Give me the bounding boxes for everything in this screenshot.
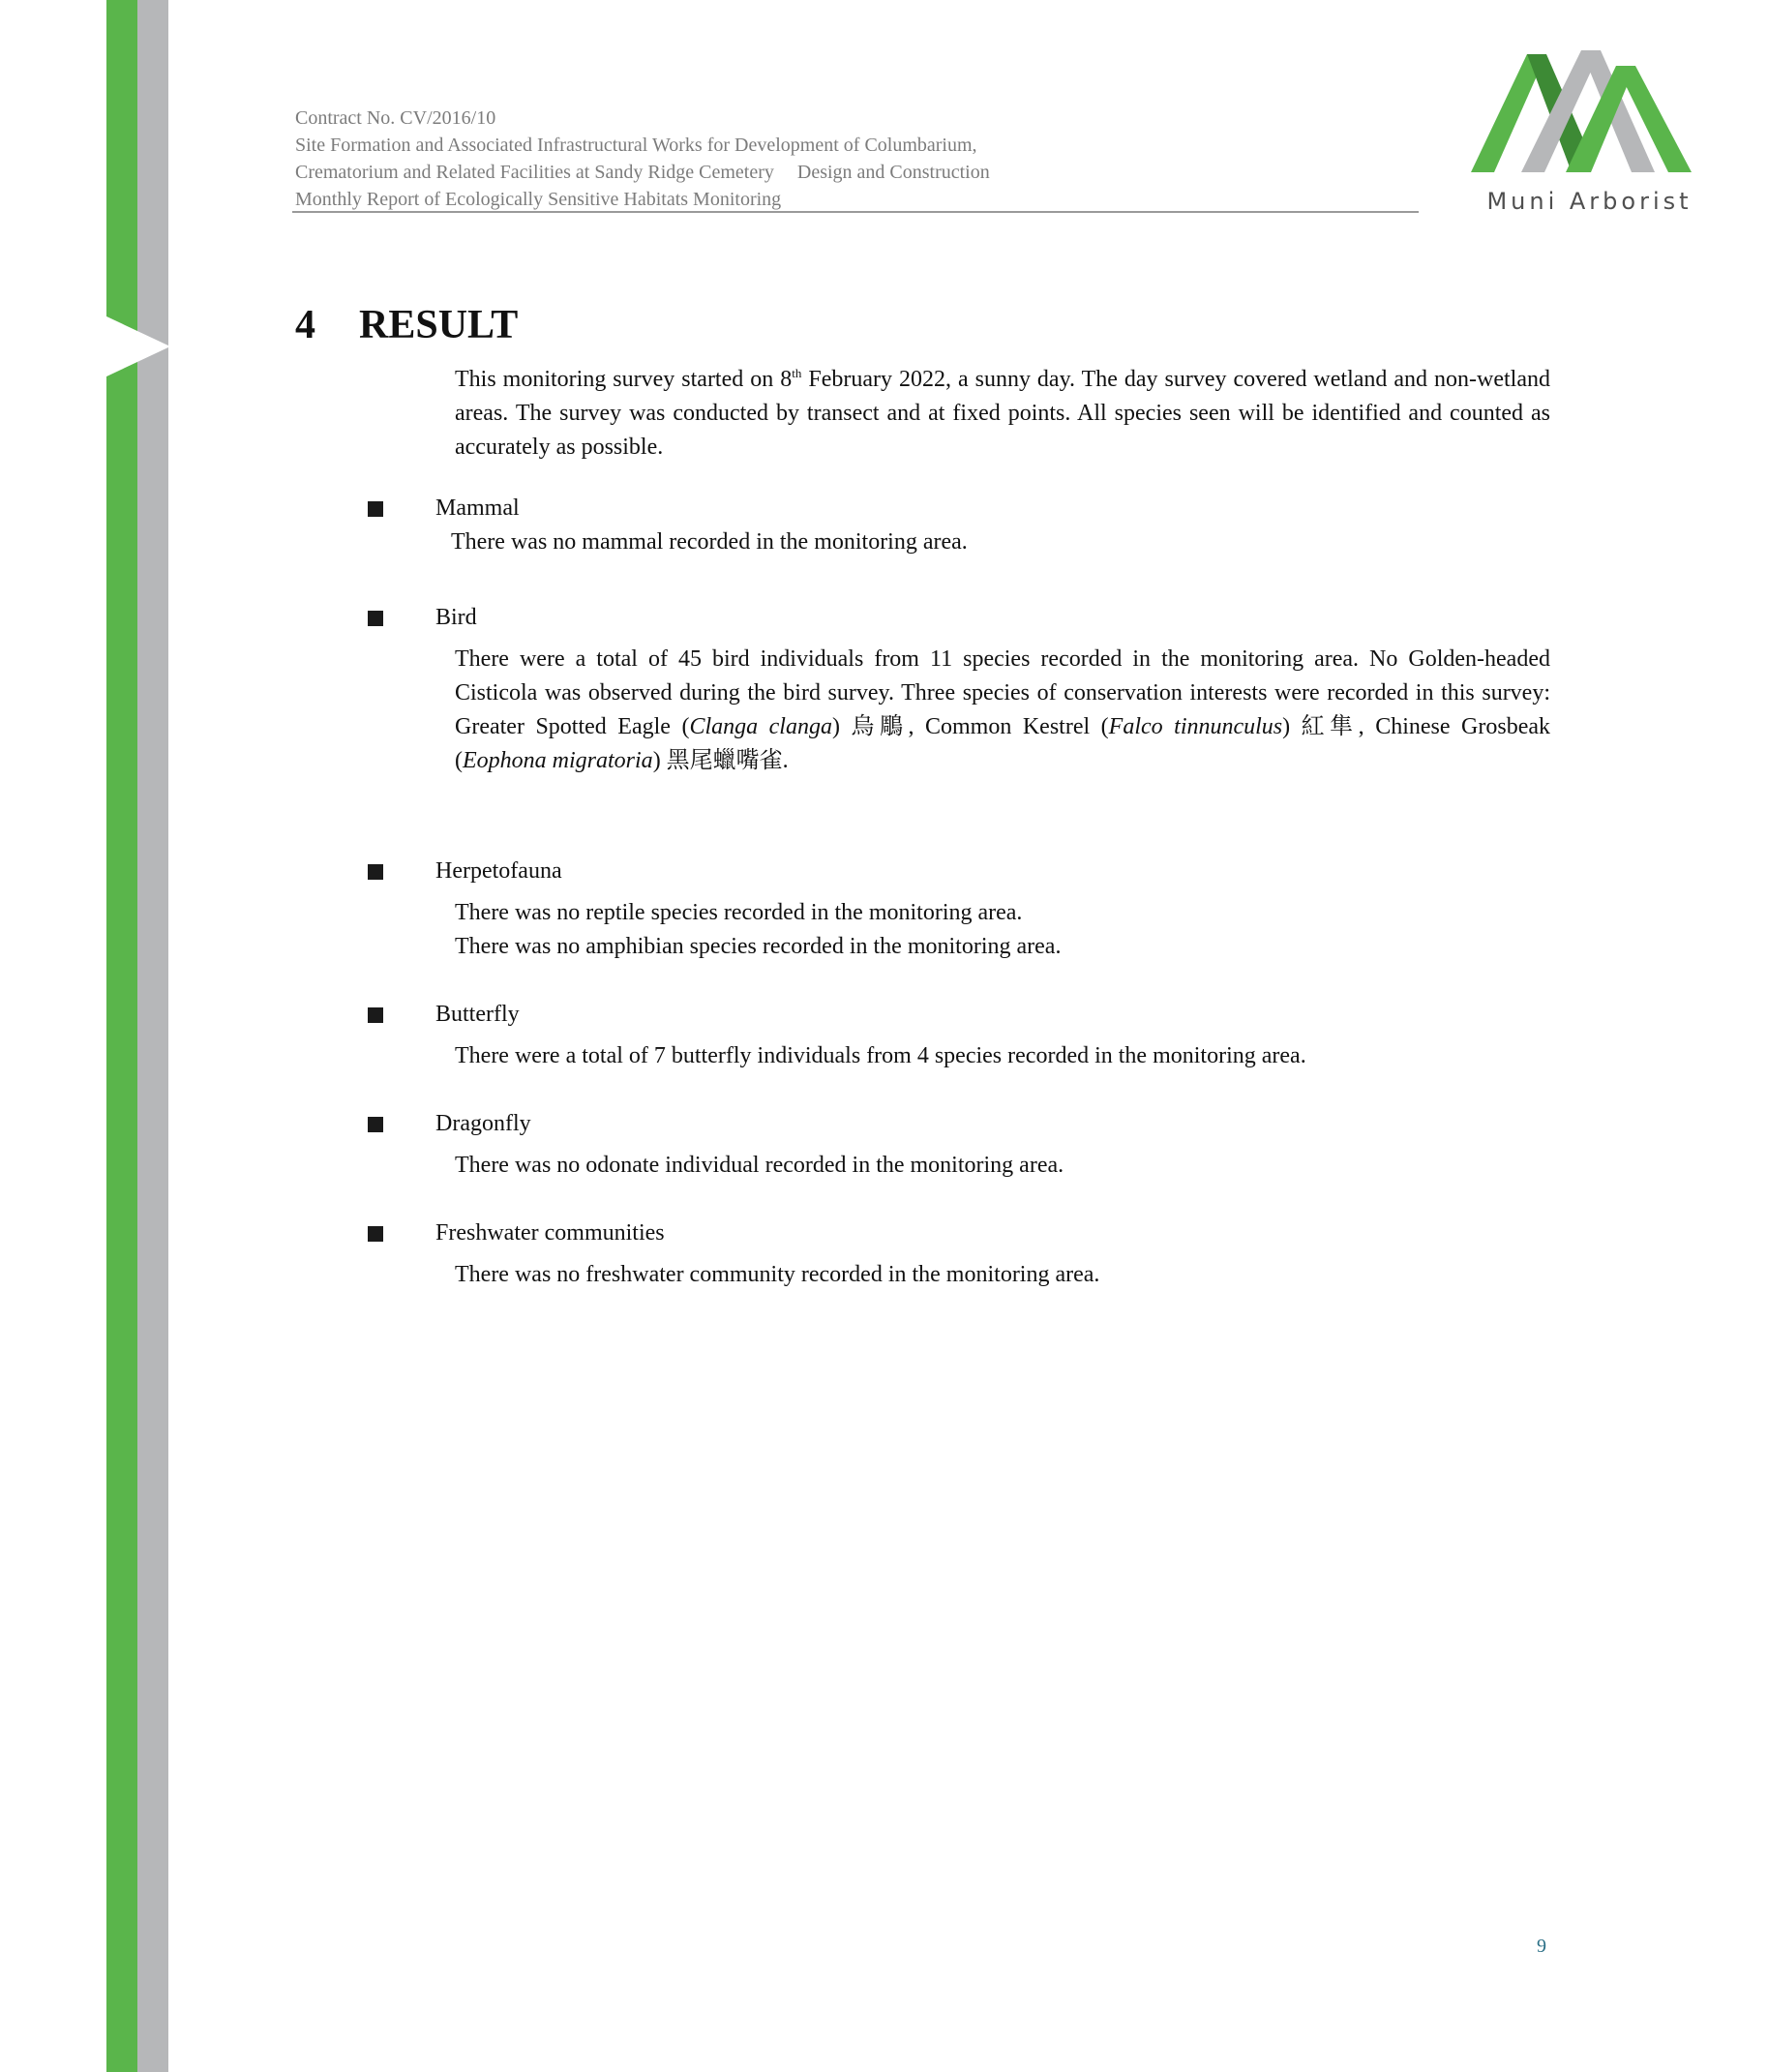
document-header bbox=[295, 105, 1418, 213]
header-report-title: Monthly Report of Ecologically Sensitive Habitats Monitoring bbox=[295, 189, 782, 210]
header-divider bbox=[292, 211, 1419, 213]
section-title: RESULT bbox=[359, 303, 519, 347]
intro-text-2: February 2022, a sunny day. The day survey covered wetland and non-wetland areas. The survey was conducted by transect and at fixed points. All species seen will be identified and counted as accurately as possible. bbox=[455, 367, 1550, 460]
left-gray-stripe bbox=[137, 0, 168, 2072]
bullet-mammal bbox=[368, 501, 383, 517]
header-project-line-2 bbox=[295, 159, 1418, 186]
bullet-bird bbox=[368, 611, 383, 626]
bullet-herpetofauna bbox=[368, 864, 383, 880]
bird-text-1: There were a total of 45 bird individuals from 11 species recorded in the monitoring area. No Golden-headed Cisticola was observed during the bird survey. Three species of conservation interests were recorded in this survey: Greater Spotted Eagle ( bbox=[455, 646, 1550, 739]
bird-species-1: Clanga clanga bbox=[689, 714, 832, 739]
subheading-bird: Bird bbox=[435, 605, 477, 630]
bird-paragraph bbox=[455, 643, 1550, 778]
bullet-dragonfly bbox=[368, 1117, 383, 1132]
intro-text-1: This monitoring survey started on 8 bbox=[455, 367, 793, 392]
mammal-text: There was no mammal recorded in the monitoring area. bbox=[451, 529, 968, 555]
left-green-stripe bbox=[106, 0, 137, 2072]
bird-species-3: Eophona migratoria bbox=[463, 748, 653, 773]
company-logo bbox=[1471, 46, 1708, 221]
intro-paragraph bbox=[455, 356, 1550, 465]
stripe-notch-arrow bbox=[105, 315, 170, 377]
butterfly-text: There were a total of 7 butterfly individuals from 4 species recorded in the monitoring area. bbox=[455, 1043, 1306, 1068]
bird-text-2: ) 烏鵰, Common Kestrel ( bbox=[831, 714, 1109, 739]
header-design-construction: Design and Construction bbox=[796, 162, 990, 183]
section-number: 4 bbox=[295, 303, 315, 347]
subheading-butterfly: Butterfly bbox=[435, 1002, 520, 1027]
intro-superscript: th bbox=[792, 366, 802, 380]
header-project-line-1: Site Formation and Associated Infrastructural Works for Development of Columbarium, bbox=[295, 135, 977, 156]
section-heading bbox=[295, 302, 518, 348]
header-project-line-2-text: Crematorium and Related Facilities at Sandy Ridge Cemetery bbox=[295, 162, 774, 183]
subheading-freshwater: Freshwater communities bbox=[435, 1220, 665, 1246]
bird-text-3: ) 紅隼, Chinese Grosbeak ( bbox=[455, 714, 1550, 773]
herpetofauna-text-2: There was no amphibian species recorded in the monitoring area. bbox=[455, 934, 1062, 959]
page-number: 9 bbox=[1537, 1936, 1546, 1957]
bullet-freshwater bbox=[368, 1226, 383, 1242]
subheading-dragonfly: Dragonfly bbox=[435, 1111, 531, 1136]
header-contract-number: Contract No. CV/2016/10 bbox=[295, 107, 496, 129]
freshwater-text: There was no freshwater community recorded in the monitoring area. bbox=[455, 1262, 1100, 1287]
logo-mountains-icon bbox=[1471, 46, 1708, 174]
bird-species-2: Falco tinnunculus bbox=[1108, 714, 1283, 739]
subheading-herpetofauna: Herpetofauna bbox=[435, 858, 562, 884]
subheading-mammal: Mammal bbox=[435, 495, 520, 521]
bullet-butterfly bbox=[368, 1007, 383, 1023]
bird-text-4: ) 黑尾蠟嘴雀. bbox=[652, 748, 789, 773]
logo-wordmark: Muni Arborist bbox=[1486, 188, 1693, 215]
herpetofauna-text-1: There was no reptile species recorded in the monitoring area. bbox=[455, 900, 1023, 925]
dragonfly-text: There was no odonate individual recorded in the monitoring area. bbox=[455, 1153, 1064, 1178]
